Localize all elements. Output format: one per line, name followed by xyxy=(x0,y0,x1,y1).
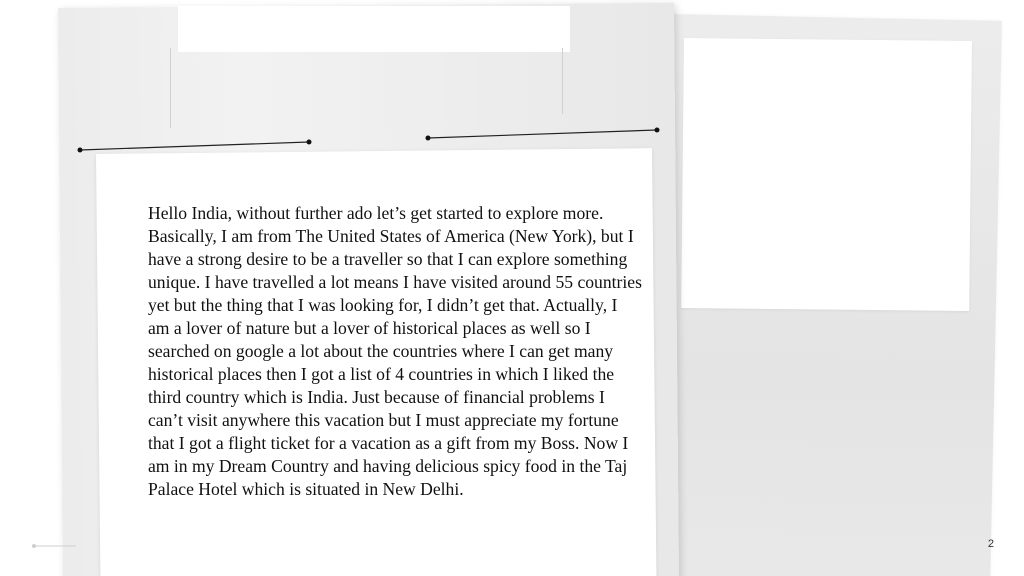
corner-decoration xyxy=(30,540,80,552)
body-text: Hello India, without further ado let’s get started to explore more. Basically, I am from The United States of America (New York), but I have a strong desire to be a traveller so that I can explore something unique. I have travelled a lot means I have visited around 55 countries yet but the thing that I was looking for, I didn’t get that. Actually, I am a lover of nature but a lover of historical places as well so I searched on google a lot about the countries where I can get many historical places then I got a list of 4 countries in which I liked the third country which is India. Just because of financial problems I can’t visit anywhere this vacation but I must appreciate my fortune that I got a flight ticket for a vacation as a gift from my Boss. Now I am in my Dream Country and having delicious spicy food in the Taj Palace Hotel which is situated in New Delhi. xyxy=(148,203,642,499)
page-number: 2 xyxy=(987,538,994,550)
connector-dot-left-start xyxy=(78,148,83,153)
connector-line-right xyxy=(428,130,657,138)
connector-dot-right-start xyxy=(426,136,431,141)
connector-dot-right-end xyxy=(655,128,660,133)
connector-dot-left-end xyxy=(307,140,312,145)
connector-line-left xyxy=(80,142,309,150)
